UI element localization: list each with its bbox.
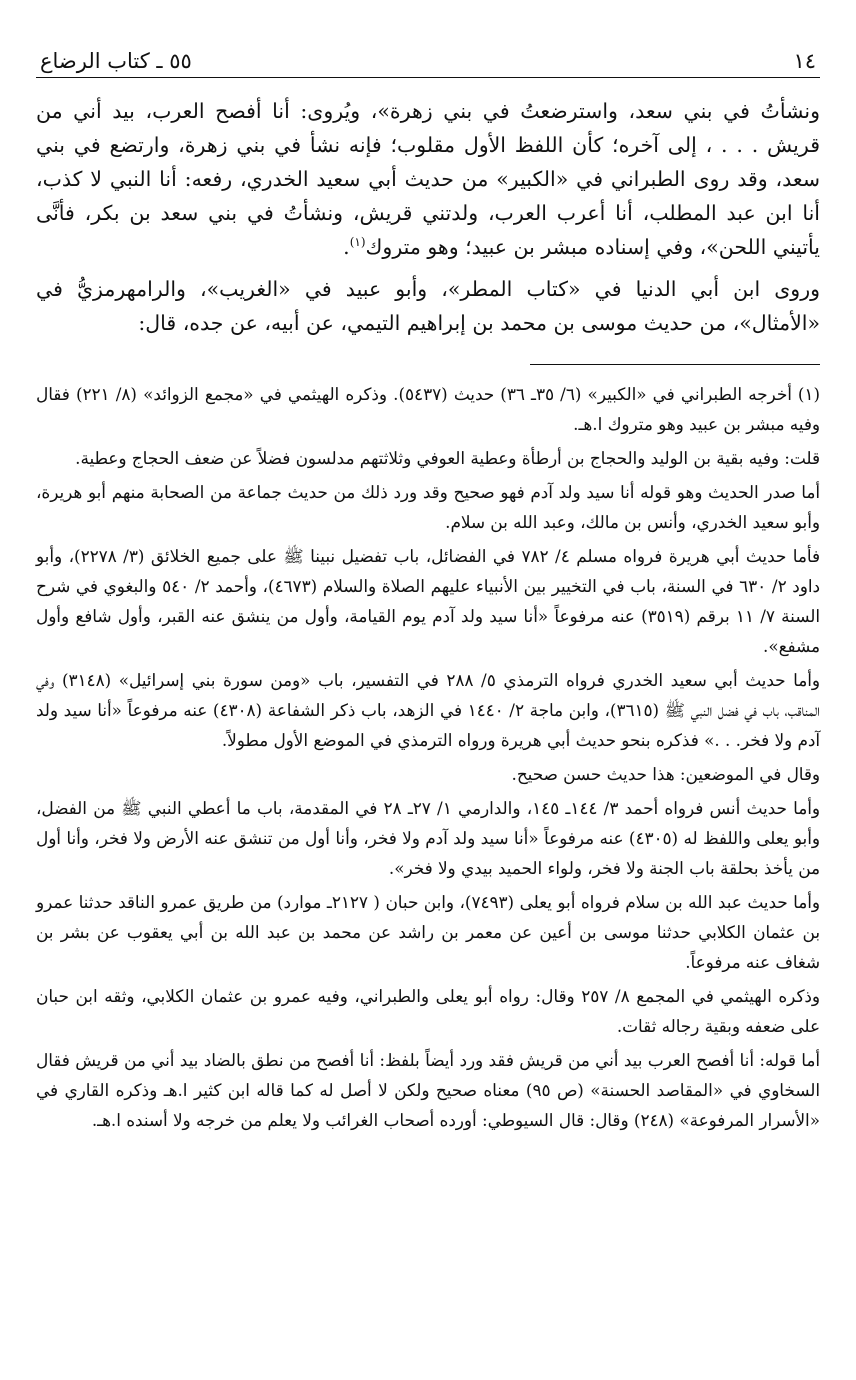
footnote-paragraph: وقال في الموضعين: هذا حديث حسن صحيح.: [511, 764, 820, 784]
footnote-paragraph: وأما حديث أنس فرواه أحمد ٣/ ١٤٤ـ ١٤٥، والدارمي ١/ ٢٧ـ ٢٨ في المقدمة، باب ما أعطي النبي ﷺ من الفضل، وأبو يعلى واللفظ له (٤٣٠٥) عنه مرفوعاً «أنا سيد ولد آدم ولا فخر، وأنا أول من تنشق عنه الأرض ولا فخر، وأنا أول من يأخذ بحلقة باب الجنة ولا فخر، ولواء الحميد بيدي ولا فخر».: [36, 798, 820, 878]
footnote-paragraph: أما صدر الحديث وهو قوله أنا سيد ولد آدم فهو صحيح وقد ورد ذلك من حديث جماعة من الصحابة منهم أبو هريرة، وأبو سعيد الخدري، وأنس بن مالك، وعبد الله بن سلام.: [36, 482, 820, 532]
main-text: [36, 94, 820, 340]
footnote-paragraph: قلت: وفيه بقية بن الوليد والحجاج بن أرطأة وعطية العوفي وثلاثتهم مدلسون فضلاً عن ضعف الحجاج وعطية.: [75, 448, 820, 468]
footnote-number: (١): [797, 384, 820, 404]
footnote-marker: (١): [349, 235, 366, 250]
page-number: ١٤: [793, 49, 816, 73]
footnotes: [36, 379, 820, 1135]
footnote-paragraph: وذكره الهيثمي في المجمع ٨/ ٢٥٧ وقال: رواه أبو يعلى والطبراني، وفيه عمرو بن عثمان الكلابي، وثقه ابن حبان على ضعفه وبقية رجاله ثقات.: [36, 986, 821, 1036]
footnote-paragraph: [36, 379, 820, 439]
footnote-text: أخرجه الطبراني في «الكبير» (٦/ ٣٥ـ ٣٦) حديث (٥٤٣٧). وذكره الهيثمي في «مجمع الزوائد» (٨/ ٢٢١) فقال وفيه مبشر بن عبيد وهو متروك ا.هـ.: [36, 384, 820, 434]
main-paragraph-text: ونشأتُ في بني سعد، واسترضعتُ في بني زهرة»، ويُروى: أنا أفصح العرب، بيد أني من قريش . . . ، إلى آخره؛ كأن اللفظ الأول مقلوب؛ فإنه نشأ في بني زهرة، وارتضع في بني سعد، وقد روى الطبراني في «الكبير» من حديث أبي سعيد الخدري، رفعه: أنا النبي لا كذب، أنا ابن عبد المطلب، أنا أعرب العرب، ولدتني قريش، ونشأتُ في بني سعد بن بكر، فأنَّى يأتيني اللحن»، وفي إسناده مبشر بن عبيد؛ وهو متروك: [36, 99, 820, 259]
footnote-paragraph: فأما حديث أبي هريرة فرواه مسلم ٤/ ٧٨٢ في الفضائل، باب تفضيل نبينا ﷺ على جميع الخلائق (٣/ ٢٢٧٨)، وأبو داود ٢/ ٦٣٠ في السنة، باب في التخيير بين الأنبياء عليهم الصلاة والسلام (٤٦٧٣)، وأحمد ٢/ ٥٤٠ والبغوي في شرح السنة ٧/ ١١ برقم (٣٥١٩) عنه مرفوعاً «أنا سيد ولد آدم يوم القيامة، وأول من ينشق عنه القبر، وأول شافع وأول مشفع».: [36, 546, 821, 656]
running-header: [36, 38, 820, 78]
main-paragraph: وروى ابن أبي الدنيا في «كتاب المطر»، وأبو عبيد في «الغريب»، والرامهرمزيُّ في «الأمثال»، من حديث موسى بن محمد بن إبراهيم التيمي، عن أبيه، عن جده، قال:: [36, 277, 820, 335]
main-paragraph: [36, 94, 820, 264]
footnote-paragraph: وأما حديث أبي سعيد الخدري فرواه الترمذي ٥/ ٢٨٨ في التفسير، باب «ومن سورة بني إسرائيل» (٣١٤٨) وفي المناقب، باب في فضل النبي ﷺ (٣٦١٥)، وابن ماجة ٢/ ١٤٤٠ في الزهد، باب ذكر الشفاعة (٤٣٠٨) عنه مرفوعاً «أنا سيد ولد آدم ولا فخر. . .» فذكره بنحو حديث أبي هريرة ورواه الترمذي في الموضع الأول مطولاً.: [36, 670, 821, 750]
sentence-end: .: [343, 235, 350, 259]
chapter-title: ٥٥ ـ كتاب الرضاع: [40, 49, 192, 73]
footnote-paragraph: وأما حديث عبد الله بن سلام فرواه أبو يعلى (٧٤٩٣)، وابن حبان ( ٢١٢٧ـ موارد) من طريق عمرو الناقد حدثنا عمرو بن عثمان الكلابي حدثنا موسى بن أعين عن معمر بن راشد عن محمد بن عبد الله بن أبي يعقوب عن بشر بن شغاف عنه مرفوعاً.: [36, 892, 821, 972]
footnote-paragraph: أما قوله: أنا أفصح العرب بيد أني من قريش فقد ورد أيضاً بلفظ: أنا أفصح من نطق بالضاد بيد أني من قريش فقال السخاوي في «المقاصد الحسنة» (ص ٩٥) معناه صحيح ولكن لا أصل له كما قاله ابن كثير ا.هـ وذكره القاري في «الأسرار المرفوعة» (٢٤٨) وقال: قال السيوطي: أورده أصحاب الغرائب ولا يعلم من خرجه ولا أسنده ا.هـ.: [36, 1050, 820, 1130]
footnote-separator: [530, 364, 820, 365]
